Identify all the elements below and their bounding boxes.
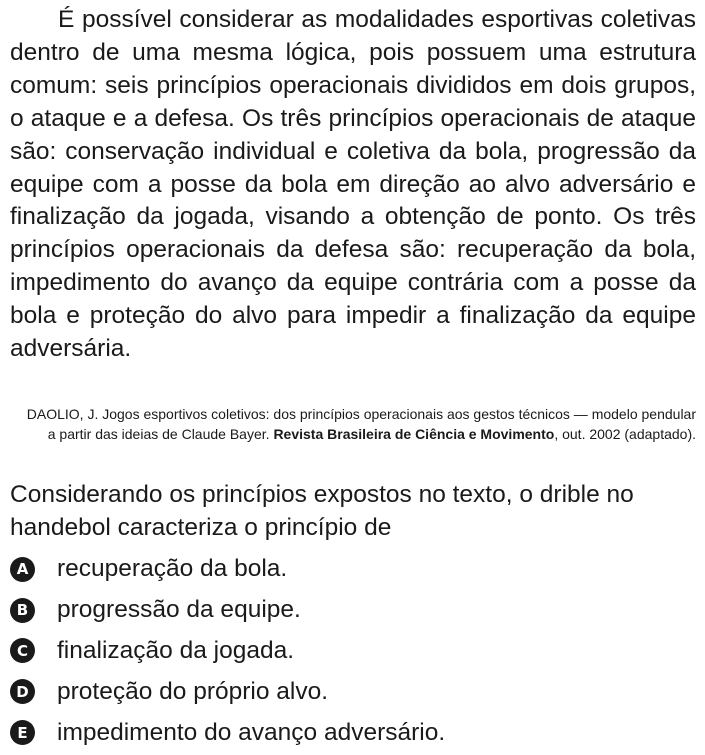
option-c[interactable] xyxy=(10,631,700,672)
option-d[interactable] xyxy=(10,671,700,712)
option-b-letter-badge: B xyxy=(10,598,35,623)
option-b-text: progressão da equipe. xyxy=(57,596,301,624)
option-a-letter-badge: A xyxy=(10,557,35,582)
citation-journal: Revista Brasileira de Ciência e Movimento xyxy=(273,425,555,442)
option-d-letter-badge: D xyxy=(10,679,35,704)
option-d-text: proteção do próprio alvo. xyxy=(57,677,329,705)
citation-prefix: DAOLIO, J. Jogos esportivos coletivos: dos princípios operacionais aos gestos técnicos — modelo pendular a partir das ideias de Claude Bayer. xyxy=(26,406,696,442)
answer-options xyxy=(10,549,700,753)
option-e-letter-badge: E xyxy=(10,720,35,745)
option-a-text: recuperação da bola. xyxy=(57,555,288,583)
option-a[interactable] xyxy=(10,549,700,590)
passage-text: É possível considerar as modalidades esportivas coletivas dentro de uma mesma lógica, pois possuem uma estrutura comum: seis princípios operacionais divididos em dois grupos, o ataque e a defesa. Os três princípios operacionais de ataque são: conservação individual e coletiva da bola, progressão da equipe com a posse da bola em direção ao alvo adversário e finalização da jogada, visando a obtenção de ponto. Os três princípios operacionais da defesa são: recuperação da bola, impedimento do avanço da equipe contrária com a posse da bola e proteção do alvo para impedir a finalização da equipe adversária. xyxy=(10,6,696,363)
option-e[interactable] xyxy=(10,712,700,753)
citation xyxy=(26,405,696,444)
citation-suffix: , out. 2002 (adaptado). xyxy=(554,425,696,442)
option-b[interactable] xyxy=(10,590,700,631)
option-e-text: impedimento do avanço adversário. xyxy=(57,718,446,746)
question-stem: Considerando os princípios expostos no texto, o drible no handebol caracteriza o princípio de xyxy=(10,481,634,541)
option-c-letter-badge: C xyxy=(10,638,35,663)
option-c-text: finalização da jogada. xyxy=(57,636,295,664)
